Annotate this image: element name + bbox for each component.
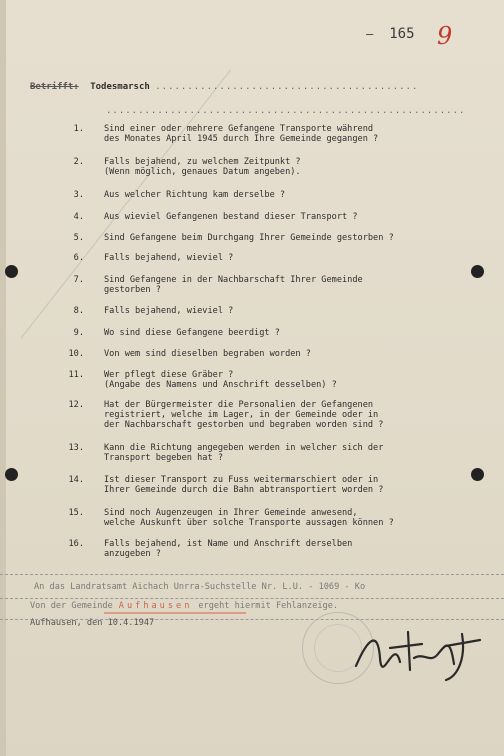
question-number: 9.: [73, 328, 84, 338]
municipality-prefix: Von der Gemeinde: [30, 601, 113, 611]
question-text: Aus wieviel Gefangenen bestand dieser Transport ?: [104, 212, 358, 222]
subject-label: Betrifft:: [30, 82, 79, 92]
subject-dots: .........................................: [155, 82, 419, 92]
place-date-line: Aufhausen, den 10.4.1947: [30, 618, 155, 628]
question-number: 6.: [73, 253, 84, 263]
subject-value: Todesmarsch: [90, 82, 150, 92]
question-number: 2.: [73, 157, 84, 167]
question-text: Falls bejahend, wieviel ?: [104, 253, 234, 263]
question-text: Sind Gefangene beim Durchgang Ihrer Gemeinde gestorben ?: [104, 233, 394, 243]
question-number: 8.: [73, 306, 84, 316]
punch-hole: [471, 265, 484, 278]
red-underline: [104, 612, 246, 614]
question-text: Wer pflegt diese Gräber ? (Angabe des Namens und Anschrift desselben) ?: [104, 370, 337, 390]
page-number-dash: –: [366, 27, 374, 41]
question-number: 15.: [68, 508, 84, 518]
divider: [0, 574, 504, 575]
question-text: Sind Gefangene in der Nachbarschaft Ihrer Gemeinde gestorben ?: [104, 275, 363, 295]
question-number: 5.: [73, 233, 84, 243]
punch-hole: [471, 468, 484, 481]
subject-line: [30, 82, 418, 92]
question-text: Wo sind diese Gefangene beerdigt ?: [104, 328, 280, 338]
question-text: Hat der Bürgermeister die Personalien der Gefangenen registriert, welche im Lager, in der Gemeinde oder in der Nachbarschaft gestorben und begraben worden sind ?: [104, 400, 384, 430]
question-number: 14.: [68, 475, 84, 485]
question-number: 16.: [68, 539, 84, 549]
municipality-name: Aufhausen: [118, 601, 193, 611]
punch-hole: [5, 265, 18, 278]
addressee-line: An das Landratsamt Aichach Unrra-Suchstelle Nr. L.U. - 1069 - Ko: [34, 582, 366, 592]
punch-hole: [5, 468, 18, 481]
question-text: Von wem sind dieselben begraben worden ?: [104, 349, 311, 359]
page-number-typed: [366, 26, 415, 42]
question-number: 7.: [73, 275, 84, 285]
question-text: Falls bejahend, zu welchem Zeitpunkt ? (Wenn möglich, genaues Datum angeben).: [104, 157, 301, 177]
question-text: Aus welcher Richtung kam derselbe ?: [104, 190, 286, 200]
municipality-line: [30, 601, 338, 611]
municipality-statement: ergeht hiermit Fehlanzeige.: [198, 601, 339, 611]
question-number: 13.: [68, 443, 84, 453]
page-number-handwritten: 9: [437, 22, 453, 50]
question-text: Kann die Richtung angegeben werden in welcher sich der Transport begeben hat ?: [104, 443, 384, 463]
subject-dots-continued: ........................................................: [106, 106, 466, 116]
question-text: Sind einer oder mehrere Gefangene Transporte während des Monates April 1945 durch Ihre Gemeinde gegangen ?: [104, 124, 379, 144]
question-text: Sind noch Augenzeugen in Ihrer Gemeinde anwesend, welche Auskunft über solche Transporte aussagen können ?: [104, 508, 394, 528]
question-number: 4.: [73, 212, 84, 222]
divider: [0, 598, 504, 599]
question-text: Ist dieser Transport zu Fuss weitermarschiert oder in Ihrer Gemeinde durch die Bahn abtransportiert worden ?: [104, 475, 384, 495]
question-number: 11.: [68, 370, 84, 380]
question-number: 10.: [68, 349, 84, 359]
page-number-value: 165: [389, 26, 415, 42]
question-text: Falls bejahend, wieviel ?: [104, 306, 234, 316]
question-number: 1.: [73, 124, 84, 134]
signature: [350, 618, 500, 688]
question-number: 12.: [68, 400, 84, 410]
question-text: Falls bejahend, ist Name und Anschrift derselben anzugeben ?: [104, 539, 353, 559]
question-number: 3.: [73, 190, 84, 200]
